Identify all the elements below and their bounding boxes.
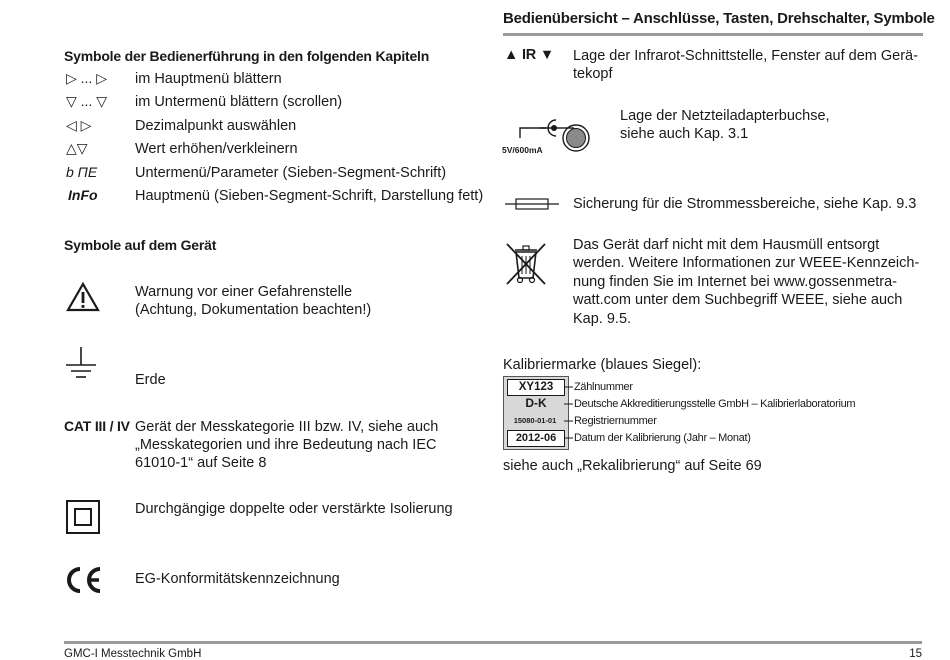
nav-text-updown: Wert erhöhen/verkleinern xyxy=(135,141,298,157)
nav-symbol-submenu: b ΠE xyxy=(66,164,98,180)
warning-text-line1: Warnung vor einer Gefahrenstelle xyxy=(135,284,353,300)
fuse-text: Sicherung für die Strommessbereiche, siehe Kap. 9.3 xyxy=(573,196,917,212)
nav-text-main-scroll: im Hauptmenü blättern xyxy=(135,71,282,87)
seal-label-registration: Registriernummer xyxy=(574,415,657,427)
seal-dakks: D-K xyxy=(525,396,547,410)
nav-symbol-updown: △▽ xyxy=(66,140,88,156)
nav-symbol-main-scroll: ▷ ... ▷ xyxy=(66,70,107,86)
seal-registration: 15080-01-01 xyxy=(513,416,557,425)
calibration-title: Kalibriermarke (blaues Siegel): xyxy=(503,357,702,373)
warning-text-line2: (Achtung, Dokumentation beachten!) xyxy=(135,302,372,318)
ir-text-line1: Lage der Infrarot-Schnittstelle, Fenster auf dem Gerä- xyxy=(573,48,918,64)
section-title-ui-symbols: Symbole der Bedienerführung in den folgenden Kapiteln xyxy=(64,48,430,64)
double-insulation-icon xyxy=(66,500,100,534)
fuse-icon xyxy=(505,197,559,211)
ce-text: EG-Konformitätskennzeichnung xyxy=(135,571,340,587)
adapter-text-line1: Lage der Netzteiladapterbuchse, xyxy=(620,108,830,124)
recalibration-reference: siehe auch „Rekalibrierung“ auf Seite 69 xyxy=(503,458,762,474)
seal-count-number: XY123 xyxy=(507,379,565,396)
weee-bin-icon xyxy=(504,240,548,286)
page-title: Bedienübersicht – Anschlüsse, Tasten, Drehschalter, Symbole xyxy=(503,10,935,27)
footer-rule xyxy=(64,641,922,644)
nav-symbol-decimal: ◁ ▷ xyxy=(66,117,92,133)
adapter-text-line2: siehe auch Kap. 3.1 xyxy=(620,126,749,142)
cat-text-line2: „Messkategorien und ihre Bedeutung nach IEC xyxy=(135,437,437,453)
weee-text-line3: nung finden Sie im Internet bei www.gossenmetra- xyxy=(573,274,898,290)
ir-text-line2: tekopf xyxy=(573,66,613,82)
seal-date: 2012-06 xyxy=(507,430,565,447)
header-rule xyxy=(503,33,923,36)
ce-mark-icon xyxy=(64,566,104,594)
seal-label-dakks: Deutsche Akkreditierungsstelle GmbH – Kalibrierlaboratorium xyxy=(574,398,856,410)
weee-text-line5: Kap. 9.5. xyxy=(573,311,632,327)
weee-text-line1: Das Gerät darf nicht mit dem Hausmüll entsorgt xyxy=(573,237,880,253)
nav-text-submenu: Untermenü/Parameter (Sieben-Segment-Schrift) xyxy=(135,165,447,181)
footer-page-number: 15 xyxy=(909,648,922,660)
nav-text-sub-scroll: im Untermenü blättern (scrollen) xyxy=(135,94,343,110)
ir-label: ▲ IR ▼ xyxy=(504,47,555,63)
cat-text-line3: 61010-1“ auf Seite 8 xyxy=(135,455,267,471)
section-title-device-symbols: Symbole auf dem Gerät xyxy=(64,237,217,253)
cat-label: CAT III / IV xyxy=(64,418,130,434)
nav-text-mainmenu: Hauptmenü (Sieben-Segment-Schrift, Darstellung fett) xyxy=(135,188,484,204)
cat-text-line1: Gerät der Messkategorie III bzw. IV, siehe auch xyxy=(135,419,439,435)
warning-triangle-icon xyxy=(66,282,100,312)
nav-symbol-mainmenu: InFo xyxy=(68,187,98,203)
weee-text-line2: werden. Weitere Informationen zur WEEE-Kennzeich- xyxy=(573,255,920,271)
insulation-text: Durchgängige doppelte oder verstärkte Isolierung xyxy=(135,501,453,517)
earth-ground-icon xyxy=(64,347,98,381)
earth-text: Erde xyxy=(135,372,166,388)
weee-text-line4: watt.com unter dem Suchbegriff WEEE, siehe auch xyxy=(573,292,903,308)
adapter-rating-label: 5V/600mA xyxy=(502,145,543,155)
nav-symbol-sub-scroll: ▽ ... ▽ xyxy=(66,93,107,109)
nav-text-decimal: Dezimalpunkt auswählen xyxy=(135,118,297,134)
seal-label-date: Datum der Kalibrierung (Jahr – Monat) xyxy=(574,432,751,444)
seal-label-count: Zählnummer xyxy=(574,381,633,393)
footer-company: GMC-I Messtechnik GmbH xyxy=(64,648,202,660)
